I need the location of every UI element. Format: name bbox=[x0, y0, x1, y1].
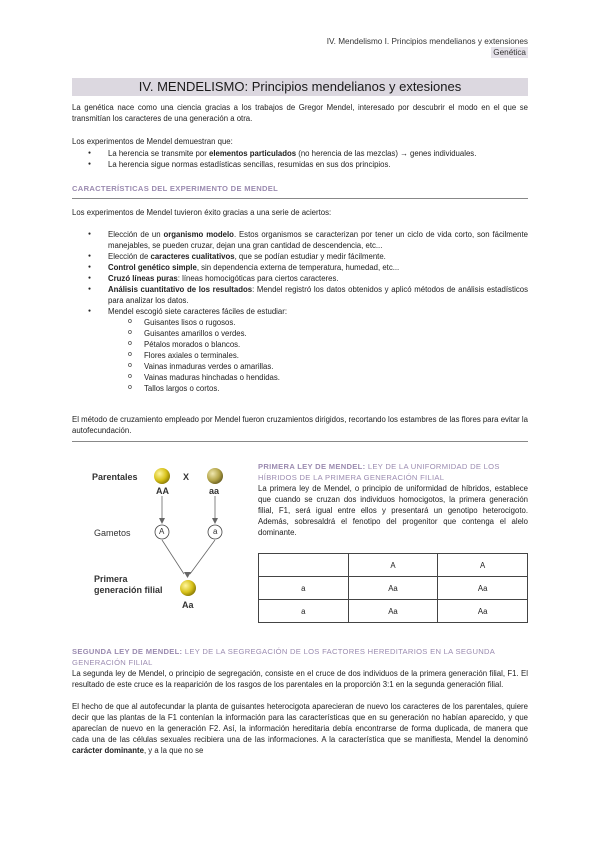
pea-green-parent bbox=[207, 468, 223, 484]
gamete-A-label: A bbox=[159, 527, 165, 536]
law1-text: La primera ley de Mendel, o principio de uniformidad de híbridos, establece que cuando se cruzan dos individuos homocigotos, la primera generación filial, F1, será igual entre ellos y presentará un genotipo heterocigoto. Además, sobresaldrá el fenotipo del progenitor que contenga el alelo dominante. bbox=[258, 484, 528, 537]
law2-text2: El hecho de que al autofecundar la planta de guisantes heterocigota aparecieran de nuevo los caracteres de los parentales, quiere decir que las plantas de la F1 contenían la información para las características que en su generación no habían aparecido, y que aparecían de nuevo en la generación F2. Así, la información hereditaria debía encontrarse de forma duplicada, de manera que cada una de las células sexuales recibiera una de las informaciones. A la característica que se manifiesta, Mendel la denominó carácter dominante, y a la que no se bbox=[72, 702, 528, 755]
list-item: ● Cruzó líneas puras: líneas homocigóticas para ciertos caracteres. bbox=[72, 273, 528, 284]
divider bbox=[72, 441, 528, 442]
list-item: o Guisantes lisos o rugosos. bbox=[108, 317, 528, 328]
list-item: o Tallos largos o cortos. bbox=[108, 383, 528, 394]
table-cell: Aa bbox=[348, 577, 438, 600]
gamete-a-label: a bbox=[213, 527, 218, 536]
list-item: ● La herencia se transmite por elementos particulados (no herencia de las mezclas) → genes individuales. bbox=[72, 148, 528, 159]
characters-list bbox=[108, 317, 528, 394]
label-parentales: Parentales bbox=[92, 472, 138, 482]
list-item: o Pétalos morados o blancos. bbox=[108, 339, 528, 350]
table-cell: a bbox=[259, 577, 349, 600]
genotype-f1: Aa bbox=[182, 600, 194, 610]
experiments-intro: Los experimentos de Mendel demuestran que: bbox=[72, 137, 233, 146]
law2-heading: SEGUNDA LEY DE MENDEL: LEY DE LA SEGREGACIÓN DE LOS FACTORES HEREDITARIOS EN LA SEGUNDA GENERACIÓN FILIAL bbox=[72, 647, 495, 667]
successes-list bbox=[72, 229, 528, 394]
section-heading: CARACTERÍSTICAS DEL EXPERIMENTO DE MENDEL bbox=[72, 184, 279, 193]
table-cell: Aa bbox=[438, 600, 528, 623]
law2-block bbox=[72, 646, 528, 756]
genotype-aa: aa bbox=[209, 486, 220, 496]
table-cell bbox=[259, 554, 349, 577]
list-item: ● Elección de un organismo modelo. Estos organismos se caracterizan por tener un ciclo de vida corto, son fácilmente manejables, se pueden cruzar, dejan una gran cantidad de descendencia, etc... bbox=[72, 229, 528, 251]
label-filial: Primera generación filial bbox=[94, 574, 163, 595]
pea-yellow-parent bbox=[154, 468, 170, 484]
arrow-head bbox=[184, 572, 191, 578]
law1-heading: PRIMERA LEY DE MENDEL: LEY DE LA UNIFORMIDAD DE LOS HÍBRIDOS DE LA PRIMERA GENERACIÓN FILIAL bbox=[258, 462, 500, 482]
experiments-list bbox=[72, 148, 528, 170]
label-gametos: Gametos bbox=[94, 528, 131, 538]
mendel-cross-diagram bbox=[72, 458, 252, 618]
list-item: o Guisantes amarillos o verdes. bbox=[108, 328, 528, 339]
law1-block bbox=[258, 461, 528, 538]
list-item: ● Mendel escogió siete caracteres fáciles de estudiar: o Guisantes lisos o rugosos. o Guisantes amarillos o verdes. o Pétalos morados o blancos. o Flores axiales o terminales. o Vainas inmaduras verdes o amarillas. o Vainas maduras hinchadas o hendidas. o Tallos largos o cortos. bbox=[72, 306, 528, 394]
list-item: o Vainas inmaduras verdes o amarillas. bbox=[108, 361, 528, 372]
header-title: IV. Mendelismo I. Principios mendelianos y extensiones bbox=[326, 37, 528, 46]
header-subject: Genética bbox=[493, 48, 526, 57]
table-cell: A bbox=[348, 554, 438, 577]
method-paragraph: El método de cruzamiento empleado por Mendel fueron cruzamientos dirigidos, recortando los estambres de las flores para evitar la autofecundación. bbox=[72, 415, 528, 435]
table-row bbox=[259, 577, 528, 600]
pea-f1 bbox=[180, 580, 196, 596]
table-row bbox=[259, 554, 528, 577]
list-item: ● La herencia sigue normas estadísticas sencillas, resumidas en sus dos principios. bbox=[72, 159, 528, 170]
table-cell: Aa bbox=[438, 577, 528, 600]
list-item: ● Elección de caracteres cualitativos, que se podían estudiar y medir fácilmente. bbox=[72, 251, 528, 262]
list-item: ● Análisis cuantitativo de los resultados: Mendel registró los datos obtenidos y aplicó métodos de análisis estadísticos para analizar los datos. bbox=[72, 284, 528, 306]
punnett-square bbox=[258, 553, 528, 623]
list-item: o Vainas maduras hinchadas o hendidas. bbox=[108, 372, 528, 383]
table-cell: A bbox=[438, 554, 528, 577]
intro-paragraph: La genética nace como una ciencia gracias a los trabajos de Gregor Mendel, interesado por descubrir el modo en el que se transmitían los caracteres de una generación a otra. bbox=[72, 103, 528, 123]
arrow-head bbox=[159, 518, 165, 524]
law2-text: La segunda ley de Mendel, o principio de segregación, consiste en el cruce de dos individuos de la primera generación filial, F1. El resultado de este cruce es la reaparición de los rasgos de los parentales en la proporción 3:1 en la segunda generación filial. bbox=[72, 669, 528, 689]
page-title: IV. MENDELISMO: Principios mendelianos y extesiones bbox=[72, 78, 528, 96]
arrow-head bbox=[212, 518, 218, 524]
success-intro: Los experimentos de Mendel tuvieron éxito gracias a una serie de aciertos: bbox=[72, 208, 332, 217]
divider bbox=[72, 198, 528, 199]
table-cell: Aa bbox=[348, 600, 438, 623]
list-item: o Flores axiales o terminales. bbox=[108, 350, 528, 361]
table-cell: a bbox=[259, 600, 349, 623]
arrow-line bbox=[162, 540, 184, 574]
label-cross: X bbox=[183, 472, 190, 482]
page-header bbox=[327, 36, 528, 58]
genotype-AA: AA bbox=[156, 486, 169, 496]
table-row bbox=[259, 600, 528, 623]
list-item: ● Control genético simple, sin dependencia externa de temperatura, humedad, etc... bbox=[72, 262, 528, 273]
arrow-line bbox=[190, 540, 215, 574]
